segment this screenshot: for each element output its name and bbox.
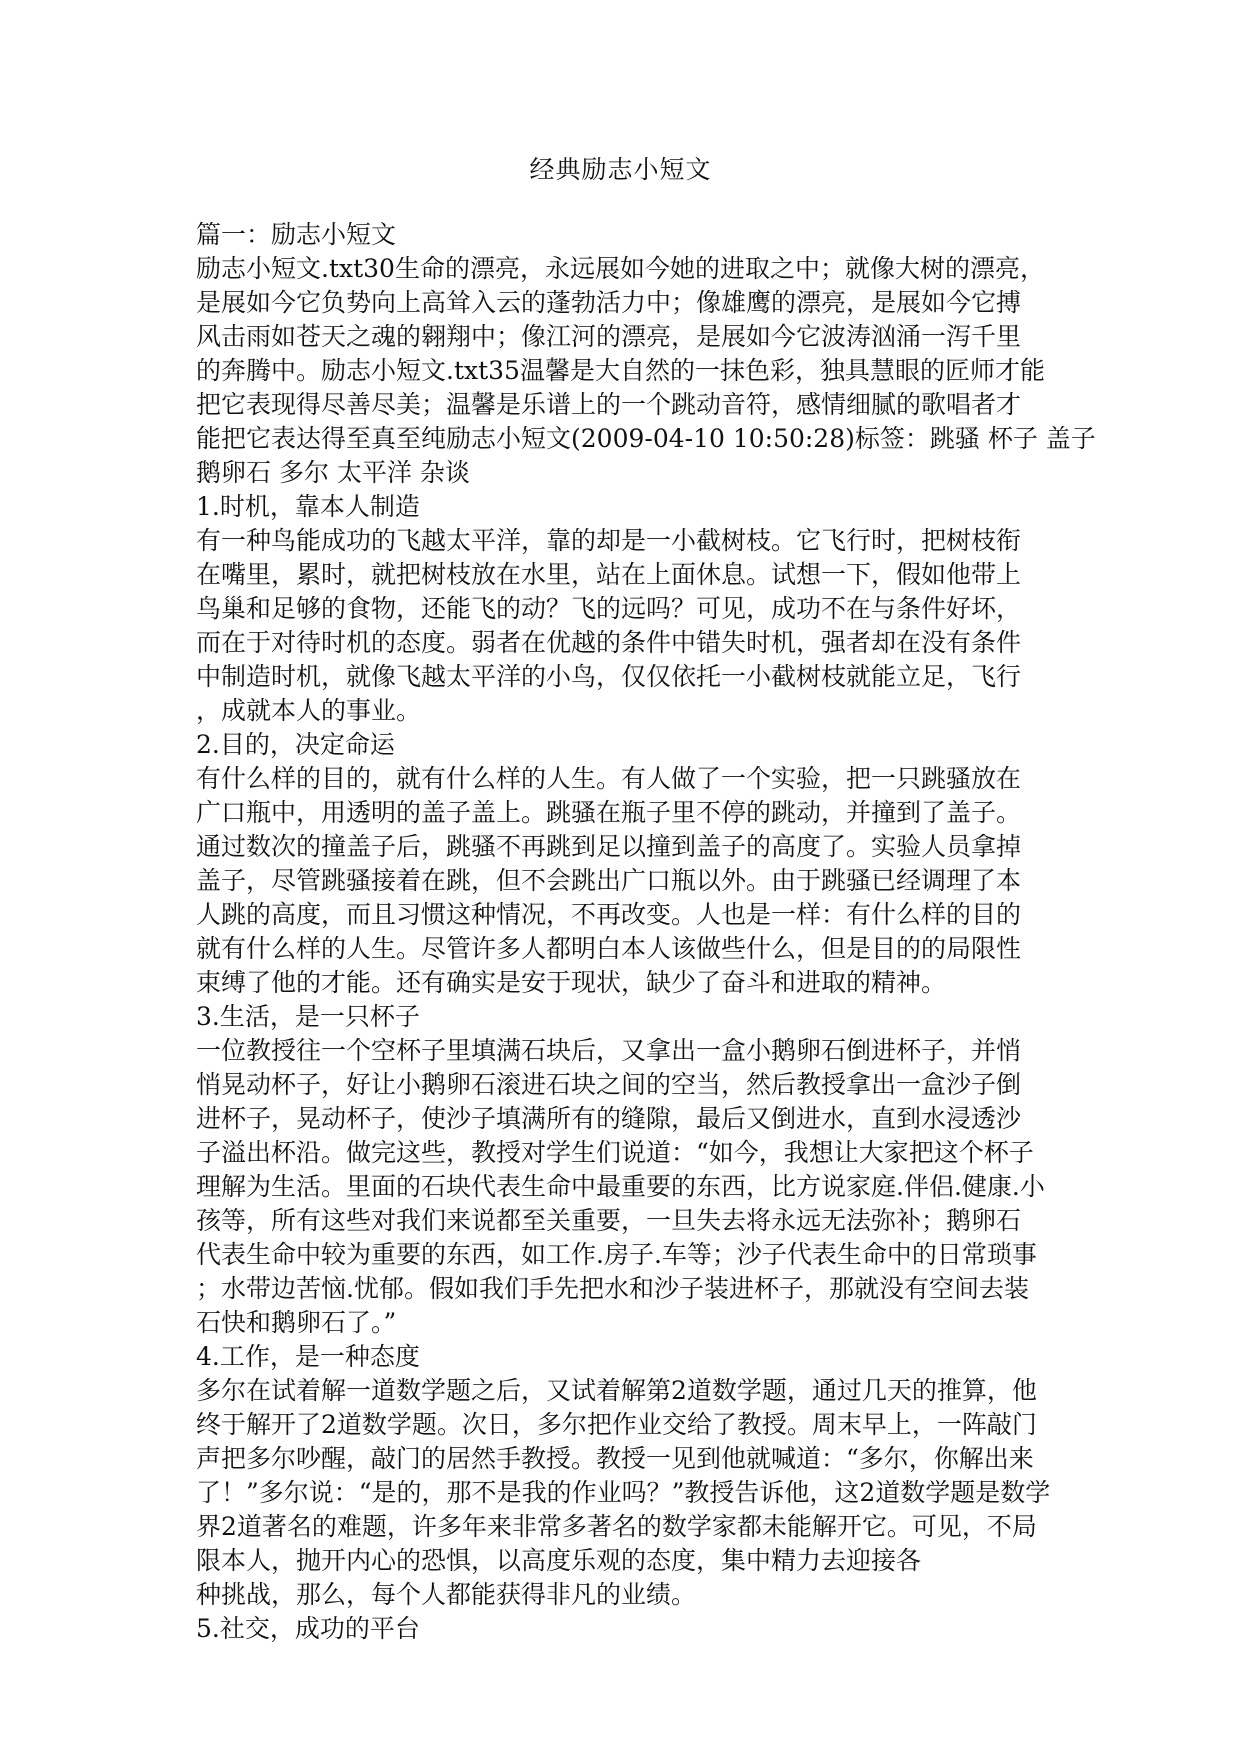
text-line: 多尔在试着解一道数学题之后，又试着解第2道数学题，通过几天的推算，他	[196, 1376, 1037, 1405]
text-line: ；水带边苦恼.忧郁。假如我们手先把水和沙子装进杯子，那就没有空间去装	[196, 1274, 1029, 1303]
text-line: 5.社交，成功的平台	[196, 1614, 420, 1643]
text-line: 声把多尔吵醒，敲门的居然手教授。教授一见到他就喊道：“多尔，你解出来	[196, 1444, 1034, 1473]
text-line: 悄晃动杯子，好让小鹅卵石滚进石块之间的空当，然后教授拿出一盒沙子倒	[196, 1070, 1022, 1099]
text-line: 界2道著名的难题，许多年来非常多著名的数学家都未能解开它。可见，不局	[196, 1512, 1037, 1541]
text-line: 有一种鸟能成功的飞越太平洋，靠的却是一小截树枝。它飞行时，把树枝衔	[196, 526, 1022, 555]
text-line: 进杯子，晃动杯子，使沙子填满所有的缝隙，最后又倒进水，直到水浸透沙	[196, 1104, 1022, 1133]
text-line: 而在于对待时机的态度。弱者在优越的条件中错失时机，强者却在没有条件	[196, 628, 1022, 657]
text-line: 是展如今它负势向上高耸入云的蓬勃活力中；像雄鹰的漂亮，是展如今它搏	[196, 288, 1022, 317]
text-line: 有什么样的目的，就有什么样的人生。有人做了一个实验，把一只跳骚放在	[196, 764, 1022, 793]
text-line: 子溢出杯沿。做完这些，教授对学生们说道：“如今，我想让大家把这个杯子	[196, 1138, 1034, 1167]
text-line: 把它表现得尽善尽美；温馨是乐谱上的一个跳动音符，感情细腻的歌唱者才	[196, 390, 1022, 419]
text-line: 1.时机，靠本人制造	[196, 492, 420, 521]
document-body	[196, 218, 1096, 1646]
document-title: 经典励志小短文	[529, 155, 712, 184]
text-line: 在嘴里，累时，就把树枝放在水里，站在上面休息。试想一下，假如他带上	[196, 560, 1022, 589]
text-line: 的奔腾中。励志小短文.txt35温馨是大自然的一抹色彩，独具慧眼的匠师才能	[196, 356, 1045, 385]
text-line: 人跳的高度，而且习惯这种情况，不再改变。人也是一样：有什么样的目的	[196, 900, 1022, 929]
text-line: 风击雨如苍天之魂的翱翔中；像江河的漂亮，是展如今它波涛汹涌一泻千里	[196, 322, 1022, 351]
text-line: 一位教授往一个空杯子里填满石块后，又拿出一盒小鹅卵石倒进杯子，并悄	[196, 1036, 1022, 1065]
text-line: 限本人，抛开内心的恐惧，以高度乐观的态度，集中精力去迎接各	[196, 1546, 922, 1575]
text-line: 石快和鹅卵石了。”	[196, 1308, 397, 1337]
text-line: 盖子，尽管跳骚接着在跳，但不会跳出广口瓶以外。由于跳骚已经调理了本	[196, 866, 1022, 895]
text-line: 励志小短文.txt30生命的漂亮，永远展如今她的进取之中；就像大树的漂亮，	[196, 254, 1045, 283]
text-line: 2.目的，决定命运	[196, 730, 395, 759]
text-line: 理解为生活。里面的石块代表生命中最重要的东西，比方说家庭.伴侣.健康.小	[196, 1172, 1045, 1201]
text-line: 终于解开了2道数学题。次日，多尔把作业交给了教授。周末早上，一阵敲门	[196, 1410, 1037, 1439]
text-line: ，成就本人的事业。	[196, 696, 422, 725]
text-line: 代表生命中较为重要的东西，如工作.房子.车等；沙子代表生命中的日常琐事	[196, 1240, 1037, 1269]
text-line: 了！”多尔说：“是的，那不是我的作业吗？”教授告诉他，这2道数学题是数学	[196, 1478, 1051, 1507]
text-line: 能把它表达得至真至纯励志小短文(2009-04-10 10:50:28)标签：跳骚 杯子 盖子	[196, 424, 1096, 453]
text-line: 3.生活，是一只杯子	[196, 1002, 420, 1031]
text-line: 种挑战，那么，每个人都能获得非凡的业绩。	[196, 1580, 697, 1609]
text-line: 中制造时机，就像飞越太平洋的小鸟，仅仅依托一小截树枝就能立足，飞行	[196, 662, 1022, 691]
text-line: 孩等，所有这些对我们来说都至关重要，一旦失去将永远无法弥补；鹅卵石	[196, 1206, 1022, 1235]
text-line: 束缚了他的才能。还有确实是安于现状，缺少了奋斗和进取的精神。	[196, 968, 947, 997]
text-line: 鹅卵石 多尔 太平洋 杂谈	[196, 458, 470, 487]
text-line: 就有什么样的人生。尽管许多人都明白本人该做些什么，但是目的的局限性	[196, 934, 1022, 963]
text-line: 4.工作，是一种态度	[196, 1342, 420, 1371]
text-line: 鸟巢和足够的食物，还能飞的动？飞的远吗？可见，成功不在与条件好坏，	[196, 594, 1022, 623]
text-line: 广口瓶中，用透明的盖子盖上。跳骚在瓶子里不停的跳动，并撞到了盖子。	[196, 798, 1022, 827]
text-line: 通过数次的撞盖子后，跳骚不再跳到足以撞到盖子的高度了。实验人员拿掉	[196, 832, 1022, 861]
text-line: 篇一：励志小短文	[196, 220, 397, 249]
